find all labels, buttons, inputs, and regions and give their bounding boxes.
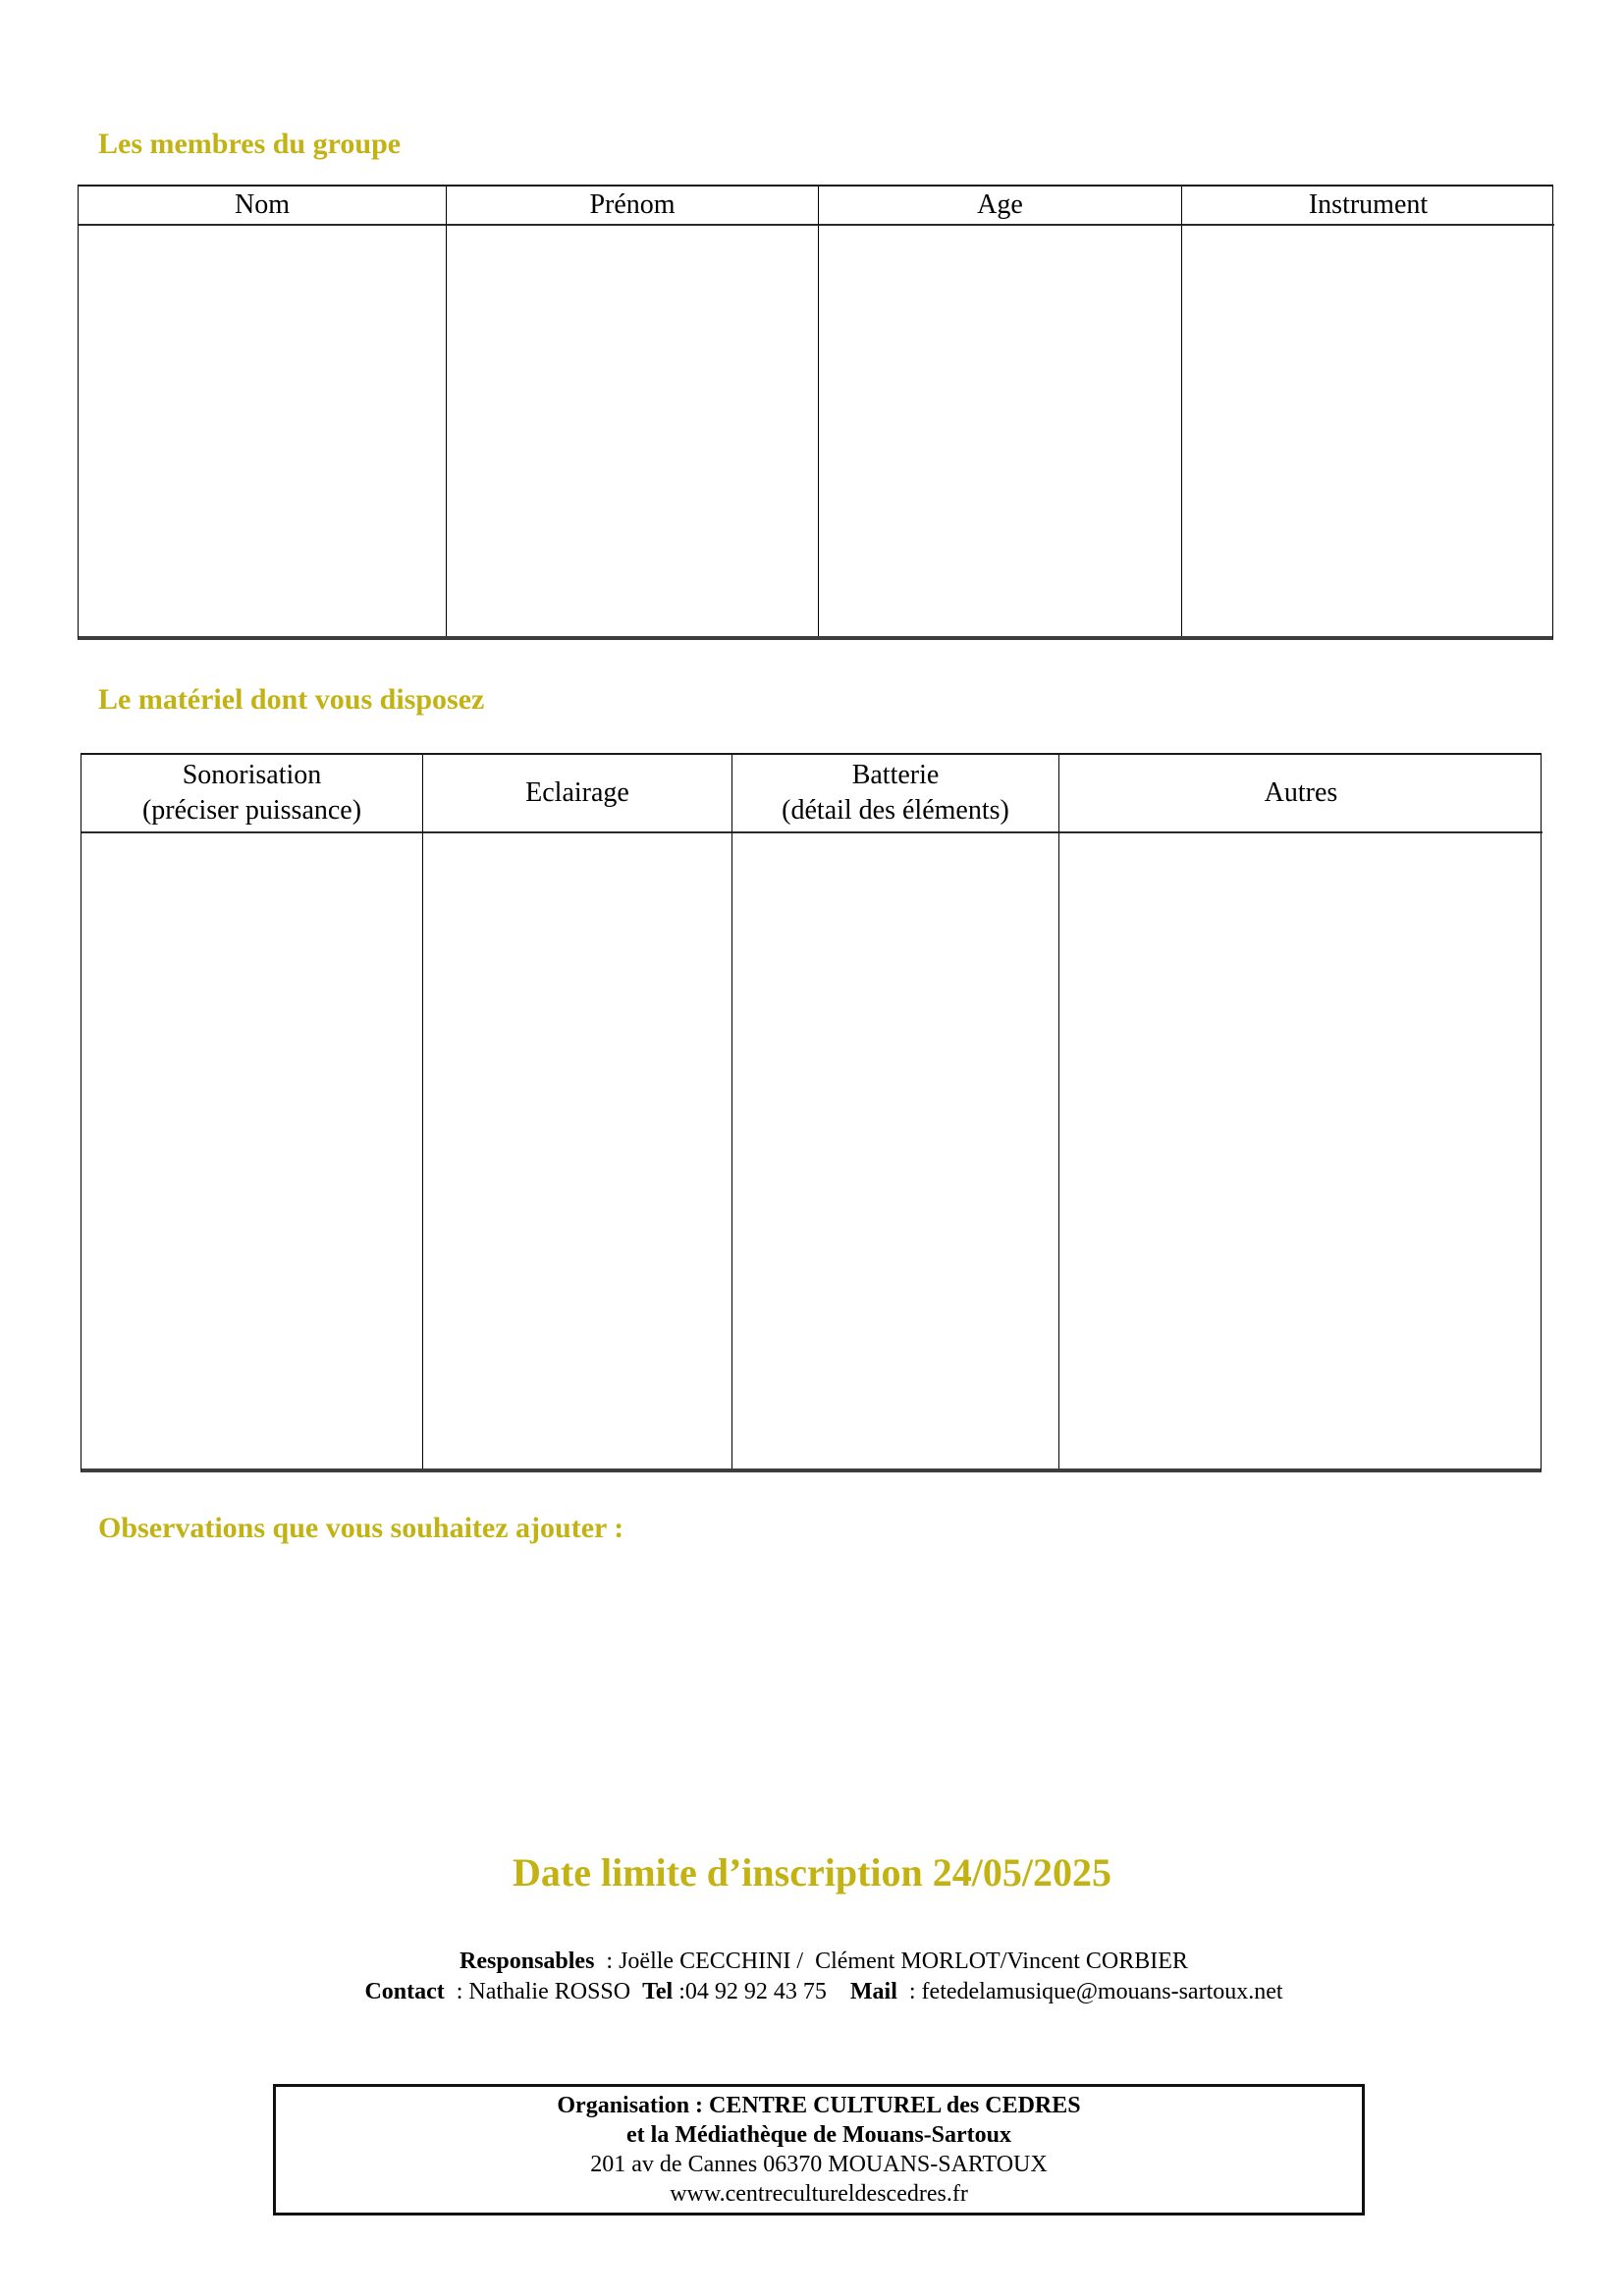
members-cell-prenom: [447, 226, 819, 636]
responsables-value: : Joëlle CECCHINI / Clément MORLOT/Vincent CORBIER: [594, 1949, 1188, 1974]
materiel-header-sonorisation-line1: Sonorisation: [182, 760, 322, 790]
materiel-cell-autres: [1059, 833, 1543, 1468]
organisation-address: 201 av de Cannes 06370 MOUANS-SARTOUX: [590, 2152, 1048, 2177]
materiel-header-sonorisation: [81, 755, 423, 833]
materiel-table: [81, 753, 1542, 1472]
members-header-instrument: Instrument: [1182, 187, 1554, 226]
materiel-header-autres: [1059, 755, 1543, 833]
organisation-line1: Organisation : CENTRE CULTUREL des CEDRES: [557, 2093, 1081, 2118]
members-header-age: Age: [819, 187, 1182, 226]
materiel-header-batterie-line2: (détail des éléments): [782, 795, 1009, 826]
materiel-cell-eclairage: [423, 833, 732, 1468]
contact-tel-label: Tel: [642, 1979, 674, 2004]
organisation-website: www.centrecultureldescedres.fr: [670, 2181, 968, 2207]
members-cell-age: [819, 226, 1182, 636]
materiel-header-batterie: [732, 755, 1059, 833]
organisation-box: [273, 2084, 1365, 2216]
members-cell-nom: [79, 226, 447, 636]
deadline-text: Date limite d’inscription 24/05/2025: [513, 1850, 1111, 1895]
materiel-header-batterie-line1: Batterie: [851, 760, 940, 790]
members-section-heading: Les membres du groupe: [98, 128, 402, 160]
responsables-label: Responsables: [460, 1949, 595, 1974]
materiel-cell-batterie: [732, 833, 1059, 1468]
observations-section-heading: Observations que vous souhaitez ajouter :: [98, 1512, 624, 1544]
members-cell-instrument: [1182, 226, 1554, 636]
contact-mail-label: Mail: [849, 1979, 897, 2004]
materiel-section-heading: Le matériel dont vous disposez: [98, 683, 485, 716]
materiel-header-sonorisation-line2: (préciser puissance): [141, 795, 362, 826]
members-table: [78, 185, 1553, 640]
materiel-header-eclairage: [423, 755, 732, 833]
members-header-nom: Nom: [79, 187, 447, 226]
contact-mail-value: : fetedelamusique@mouans-sartoux.net: [896, 1979, 1283, 2004]
members-header-prenom: Prénom: [447, 187, 819, 226]
contact-tel-value: :04 92 92 43 75: [673, 1979, 850, 2004]
contact-name-value: : Nathalie ROSSO: [444, 1979, 643, 2004]
organisation-line2: et la Médiathèque de Mouans-Sartoux: [626, 2122, 1011, 2148]
contact-line: [0, 1952, 1624, 2032]
contact-label: Contact: [364, 1979, 445, 2004]
materiel-cell-sonorisation: [81, 833, 423, 1468]
materiel-header-eclairage-line1: Eclairage: [525, 777, 629, 808]
materiel-header-autres-line1: Autres: [1264, 777, 1338, 808]
